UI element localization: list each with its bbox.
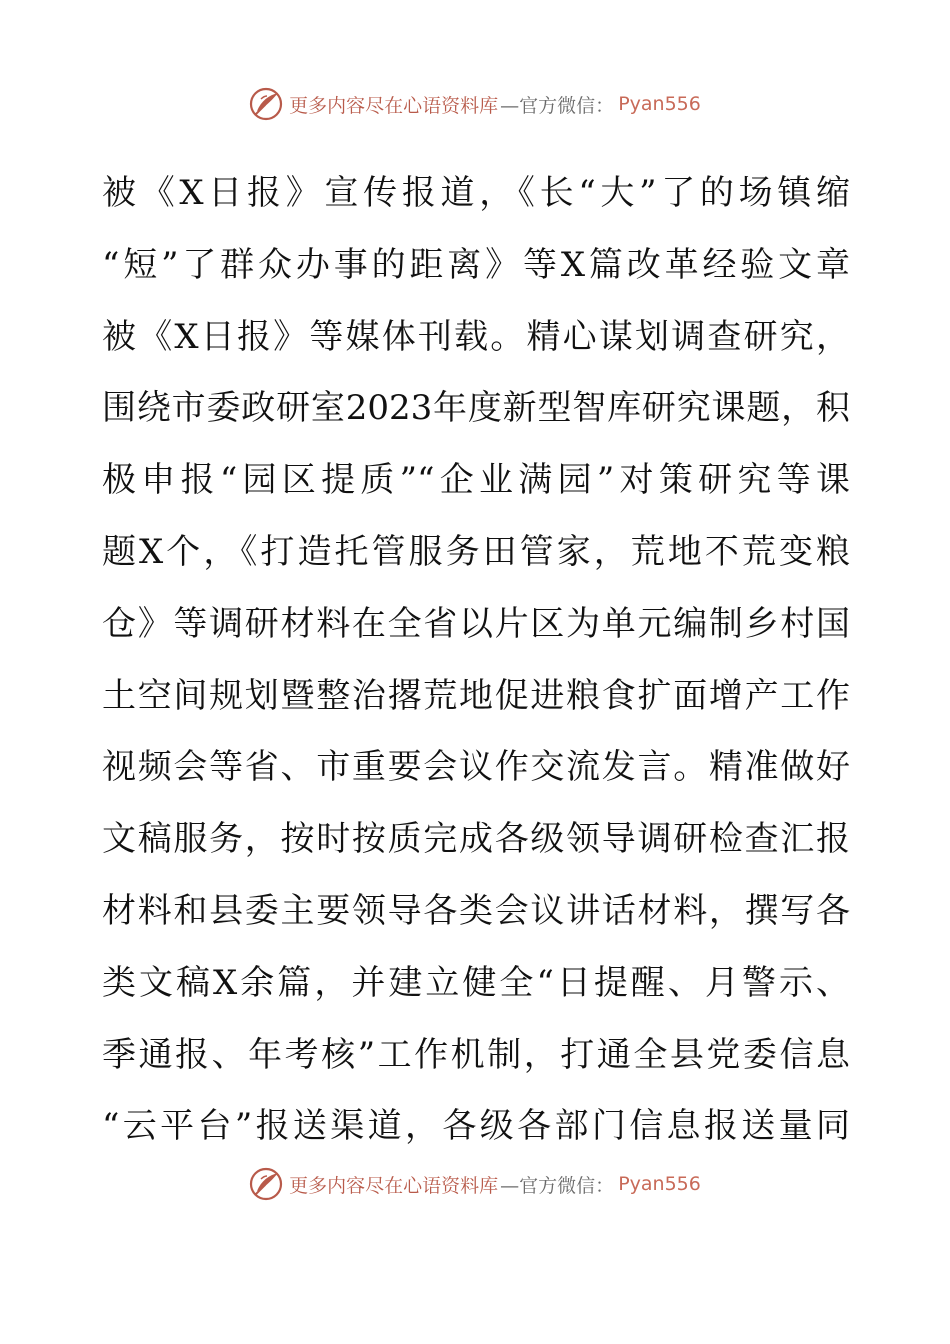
body-line: 季通报、年考核”工作机制，打通全县党委信息 (102, 1034, 850, 1075)
body-line: 文稿服务，按时按质完成各级领导调研检查汇报 (102, 819, 850, 860)
body-line: “短”了群众办事的距离》等X篇改革经验文章 (102, 244, 850, 285)
body-line: “云平台”报送渠道，各级各部门信息报送量同 (102, 1106, 850, 1147)
body-line: 土空间规划暨整治撂荒地促进粮食扩面增产工作 (102, 675, 850, 716)
footer-brand-text: 更多内容尽在心语资料库 (289, 1174, 499, 1197)
header-separator-text: —官方微信： (500, 94, 615, 117)
body-line: 被《X日报》宣传报道，《长“大”了的场镇缩 (102, 173, 850, 213)
body-line: 类文稿X余篇，并建立健全“日提醒、月警示、 (102, 962, 850, 1003)
footer-banner (0, 1164, 950, 1204)
header-wechat-id: Pyan556 (618, 93, 701, 115)
body-line: 极申报“园区提质”“企业满园”对策研究等课 (102, 460, 850, 501)
body-line: 材料和县委主要领导各类会议讲话材料，撰写各 (102, 890, 850, 931)
footer-separator-text: —官方微信： (500, 1174, 615, 1197)
body-line: 围绕市委政研室2023年度新型智库研究课题，积 (102, 388, 850, 429)
quill-logo-icon (249, 1167, 283, 1201)
header-brand-text: 更多内容尽在心语资料库 (289, 94, 499, 117)
body-line: 视频会等省、市重要会议作交流发言。精准做好 (102, 747, 850, 788)
body-line: 仓》等调研材料在全省以片区为单元编制乡村国 (102, 603, 850, 644)
quill-logo-icon (249, 87, 283, 121)
footer-wechat-id: Pyan556 (618, 1173, 701, 1195)
body-line: 题X个，《打造托管服务田管家，荒地不荒变粮 (102, 531, 850, 572)
body-line: 被《X日报》等媒体刊载。精心谋划调查研究， (102, 316, 850, 357)
header-banner (0, 84, 950, 124)
document-body (102, 158, 850, 1163)
